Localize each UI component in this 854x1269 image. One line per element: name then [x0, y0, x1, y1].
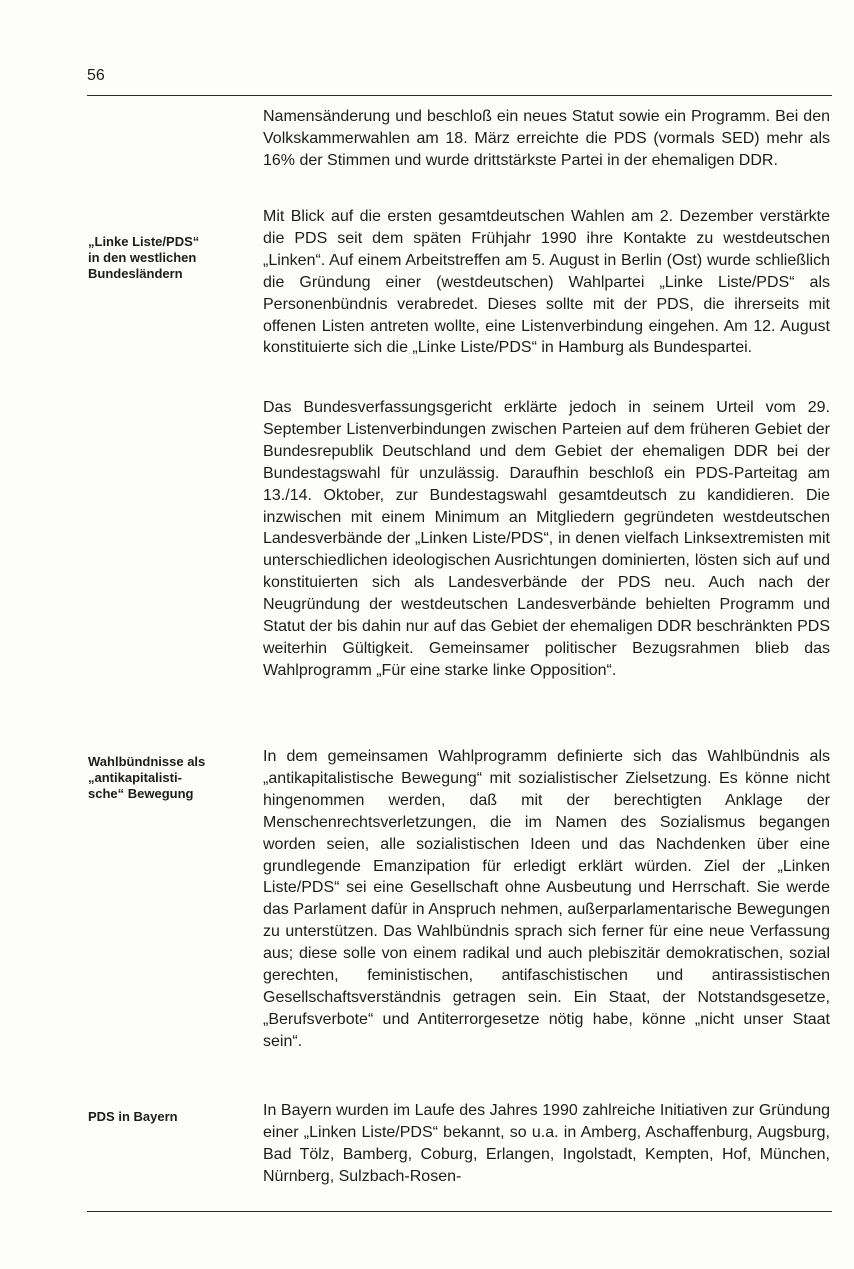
margin-note-linke-liste: „Linke Liste/PDS“ in den westlichen Bundesländern: [88, 234, 200, 281]
body-paragraph-5: In Bayern wurden im Laufe des Jahres 1990 zahlreiche Initiativen zur Gründung einer „Linken Liste/PDS“ bekannt, so u.a. in Amberg, Aschaffenburg, Augsburg, Bad Tölz, Bamberg, Coburg, Erlangen, Ingolstadt, Kempten, Hof, München, Nürnberg, Sulzbach-Rosen-: [263, 1102, 830, 1185]
footer-rule: [87, 1211, 832, 1212]
body-paragraph-2: Mit Blick auf die ersten gesamtdeutschen Wahlen am 2. Dezember verstärkte die PDS seit dem späten Frühjahr 1990 ihre Kontakte zu westdeutschen „Linken“. Auf einem Arbeitstreffen am 5. August in Berlin (Ost) wurde schließlich die Gründung einer (westdeutschen) Wahlpartei „Linke Liste/PDS“ als Personenbündnis verabredet. Dieses sollte mit der PDS, die ihrerseits mit offenen Listen antreten wollte, eine Listenverbindung eingehen. Am 12. August konstituierte sich die „Linke Liste/PDS“ in Hamburg als Bundespartei.: [263, 208, 830, 357]
body-paragraph-1: Namensänderung und beschloß ein neues Statut sowie ein Programm. Bei den Volkskammerwahlen am 18. März erreichte die PDS (vormals SED) mehr als 16% der Stimmen und wurde drittstärkste Partei in der ehemaligen DDR.: [263, 108, 830, 169]
margin-note-pds-bayern: PDS in Bayern: [88, 1109, 178, 1124]
body-paragraph-3: Das Bundesverfassungsgericht erklärte jedoch in seinem Urteil vom 29. September Listenverbindungen zwischen Parteien auf dem früheren Gebiet der Bundesrepublik Deutschland und dem Gebiet der ehemaligen DDR bei der Bundestagswahl für unzulässig. Daraufhin beschloß ein PDS-Parteitag am 13./14. Oktober, zur Bundestagswahl gesamtdeutsch zu kandidieren. Die inzwischen mit einem Minimum an Mitgliedern gegründeten westdeutschen Landesverbände der „Linken Liste/PDS“, in denen vielfach Linksextremisten mit unterschiedlichen ideologischen Ausrichtungen dominierten, lösten sich auf und konstituierten sich als Landesverbände der PDS neu. Auch nach der Neugründung der westdeutschen Landesverbände behielten Programm und Statut der bis dahin nur auf das Gebiet der ehemaligen DDR beschränkten PDS weiterhin Gültigkeit. Gemeinsamer politischer Bezugsrahmen blieb das Wahlprogramm „Für eine starke linke Opposition“.: [263, 399, 830, 679]
page-number: 56: [87, 67, 105, 84]
header-rule: [87, 95, 832, 96]
body-paragraph-4: In dem gemeinsamen Wahlprogramm definierte sich das Wahlbündnis als „antikapitalistische Bewegung“ mit sozialistischer Zielsetzung. Es könne nicht hingenommen werden, daß mit der berechtigten Anklage der Menschenrechtsverletzungen, die im Namen des Sozialismus begangen worden seien, alle sozialistischen Ideen und das Nachdenken über eine grundlegende Emanzipation für erledigt erklärt würden. Ziel der „Linken Liste/PDS“ sei eine Gesellschaft ohne Ausbeutung und Herrschaft. Sie werde das Parlament dafür in Anspruch nehmen, außerparlamentarische Bewegungen zu unterstützen. Das Wahlbündnis sprach sich ferner für eine neue Verfassung aus; diese solle von einem radikal und auch plebiszitär demokratischen, sozial gerechten, feministischen, antifaschistischen und antirassistischen Gesellschaftsverständnis getragen sein. Ein Staat, der Notstandsgesetze, „Berufsverbote“ und Antiterrorgesetze nötig habe, könne „nicht unser Staat sein“.: [263, 748, 830, 1050]
margin-note-wahlbuendnisse: Wahlbündnisse als „antikapitalisti- sche“ Bewegung: [88, 754, 206, 801]
